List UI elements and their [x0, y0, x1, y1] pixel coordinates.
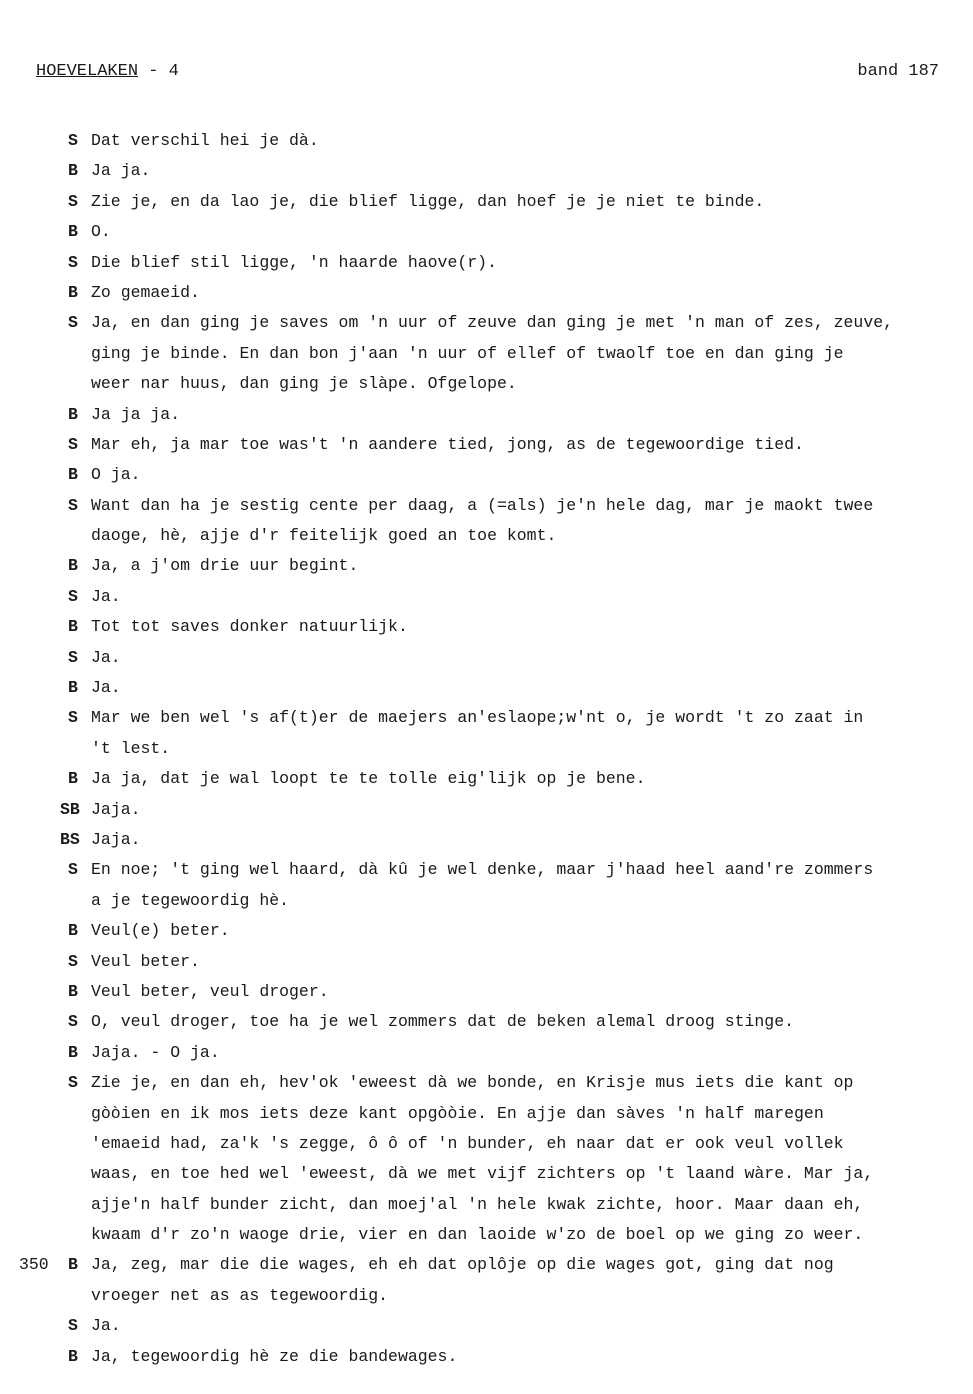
- speaker-label: B: [68, 404, 78, 424]
- line-text: a je tegewoordig hè.: [91, 890, 290, 910]
- transcript-line: [0, 551, 973, 581]
- line-text: Jaja.: [91, 829, 141, 849]
- transcript-line: [0, 1099, 973, 1129]
- transcript-line: [0, 491, 973, 521]
- transcript-line: [0, 764, 973, 794]
- line-text: kwaam d'r zo'n waoge drie, vier en dan laoide w'zo de boel op we ging zo weer.: [91, 1225, 864, 1245]
- line-text: Want dan ha je sestig cente per daag, a (=als) je'n hele dag, mar je maokt twee: [91, 495, 874, 515]
- speaker-label: B: [68, 617, 78, 637]
- transcript-line: [0, 1129, 973, 1159]
- transcript-line: [0, 126, 973, 156]
- transcript-body: [0, 126, 973, 1372]
- speaker-label: B: [68, 678, 78, 698]
- speaker-label: B: [68, 981, 78, 1001]
- transcript-line: [0, 855, 973, 885]
- transcript-line: [0, 703, 973, 733]
- transcript-line: [0, 582, 973, 612]
- transcript-line: [0, 1038, 973, 1068]
- speaker-label: S: [68, 647, 78, 667]
- speaker-label: B: [68, 282, 78, 302]
- line-text: En noe; 't ging wel haard, dà kû je wel denke, maar j'haad heel aand're zommers: [91, 860, 874, 880]
- transcript-line: [0, 308, 973, 338]
- transcript-line: [0, 1281, 973, 1311]
- transcript-line: [0, 1220, 973, 1250]
- line-text: Veul beter, veul droger.: [91, 981, 329, 1001]
- line-text: Ja ja, dat je wal loopt te te tolle eig'lijk op je bene.: [91, 769, 646, 789]
- speaker-label: B: [68, 556, 78, 576]
- line-text: Zie je, en dan eh, hev'ok 'eweest dà we bonde, en Krisje mus iets die kant op: [91, 1073, 854, 1093]
- transcript-line: [0, 1007, 973, 1037]
- speaker-label: S: [68, 191, 78, 211]
- transcript-line: [0, 400, 973, 430]
- line-text: Ja, en dan ging je saves om 'n uur of zeuve dan ging je met 'n man of zes, zeuve,: [91, 313, 894, 333]
- header-band: band 187: [857, 62, 939, 81]
- transcript-line: [0, 217, 973, 247]
- transcript-line: [0, 643, 973, 673]
- transcript-line: [0, 1250, 973, 1280]
- line-text: O.: [91, 222, 111, 242]
- transcript-line: [0, 612, 973, 642]
- transcript-line: [0, 916, 973, 946]
- speaker-label: S: [68, 708, 78, 728]
- line-text: Veul(e) beter.: [91, 921, 230, 941]
- line-text: Mar we ben wel 's af(t)er de maejers an'eslaope;w'nt o, je wordt 't zo zaat in: [91, 708, 864, 728]
- header-title: [36, 62, 179, 81]
- line-text: Ja.: [91, 678, 121, 698]
- speaker-label: S: [68, 860, 78, 880]
- transcript-line: [0, 673, 973, 703]
- speaker-label: S: [68, 1012, 78, 1032]
- line-text: Zie je, en da lao je, die blief ligge, dan hoef je je niet te binde.: [91, 191, 765, 211]
- speaker-label: S: [68, 1073, 78, 1093]
- speaker-label: S: [68, 586, 78, 606]
- line-text: Veul beter.: [91, 951, 200, 971]
- speaker-label: S: [68, 951, 78, 971]
- speaker-label: B: [68, 222, 78, 242]
- transcript-line: [0, 1342, 973, 1372]
- transcript-line: [0, 1190, 973, 1220]
- line-text: ging je binde. En dan bon j'aan 'n uur of ellef of twaolf toe en dan ging je: [91, 343, 844, 363]
- line-text: ajje'n half bunder zicht, dan moej'al 'n hele kwak zichte, hoor. Maar daan eh,: [91, 1194, 864, 1214]
- line-text: Ja ja ja.: [91, 404, 181, 424]
- transcript-line: [0, 1311, 973, 1341]
- line-text: waas, en toe hed wel 'eweest, dà we met vijf zichters op 't laand wàre. Mar ja,: [91, 1164, 874, 1184]
- transcript-line: [0, 734, 973, 764]
- speaker-label: B: [68, 921, 78, 941]
- speaker-label: B: [68, 465, 78, 485]
- line-text: Ja, zeg, mar die die wages, eh eh dat oplôje op die wages got, ging dat nog: [91, 1255, 834, 1275]
- transcript-line: [0, 278, 973, 308]
- speaker-label: B: [68, 1042, 78, 1062]
- transcript-line: [0, 825, 973, 855]
- line-text: weer nar huus, dan ging je slàpe. Ofgelope.: [91, 374, 517, 394]
- line-text: O ja.: [91, 465, 141, 485]
- transcript-line: [0, 1068, 973, 1098]
- page-header: [36, 62, 939, 81]
- speaker-label: S: [68, 1316, 78, 1336]
- transcript-line: [0, 886, 973, 916]
- line-text: Ja.: [91, 647, 121, 667]
- line-text: Ja, a j'om drie uur begint.: [91, 556, 359, 576]
- transcript-line: [0, 187, 973, 217]
- line-text: Zo gemaeid.: [91, 282, 200, 302]
- line-text: Ja ja.: [91, 161, 151, 181]
- speaker-label: B: [68, 1255, 78, 1275]
- line-text: Tot tot saves donker natuurlijk.: [91, 617, 408, 637]
- line-text: Jaja.: [91, 799, 141, 819]
- speaker-label: S: [68, 434, 78, 454]
- speaker-label: BS: [60, 829, 80, 849]
- speaker-label: S: [68, 313, 78, 333]
- transcript-line: [0, 248, 973, 278]
- transcript-line: [0, 339, 973, 369]
- transcript-line: [0, 369, 973, 399]
- line-text: Ja.: [91, 1316, 121, 1336]
- speaker-label: S: [68, 495, 78, 515]
- line-text: Dat verschil hei je dà.: [91, 131, 319, 150]
- header-title-text: HOEVELAKEN: [36, 62, 139, 81]
- header-page-number: 4: [168, 62, 179, 81]
- transcript-line: [0, 156, 973, 186]
- line-text: Jaja. - O ja.: [91, 1042, 220, 1062]
- transcript-line: [0, 460, 973, 490]
- speaker-label: B: [68, 161, 78, 181]
- transcript-line: [0, 430, 973, 460]
- header-separator: -: [138, 62, 169, 81]
- line-text: O, veul droger, toe ha je wel zommers dat de beken alemal droog stinge.: [91, 1012, 795, 1032]
- line-text: vroeger net as as tegewoordig.: [91, 1285, 389, 1305]
- speaker-label: SB: [60, 799, 80, 819]
- line-text: Mar eh, ja mar toe was't 'n aandere tied, jong, as de tegewoordige tied.: [91, 434, 804, 454]
- line-number: 350: [19, 1255, 49, 1275]
- transcript-line: [0, 1159, 973, 1189]
- line-text: gòòien en ik mos iets deze kant opgòòie. En ajje dan sàves 'n half maregen: [91, 1103, 824, 1123]
- speaker-label: B: [68, 1346, 78, 1366]
- transcript-line: [0, 977, 973, 1007]
- line-text: 'emaeid had, za'k 's zegge, ô ô of 'n bunder, eh naar dat er ook veul vollek: [91, 1133, 844, 1153]
- speaker-label: S: [68, 131, 78, 150]
- line-text: Ja, tegewoordig hè ze die bandewages.: [91, 1346, 458, 1366]
- speaker-label: S: [68, 252, 78, 272]
- speaker-label: B: [68, 769, 78, 789]
- transcript-line: [0, 947, 973, 977]
- transcript-line: [0, 521, 973, 551]
- line-text: daoge, hè, ajje d'r feitelijk goed an toe komt.: [91, 526, 557, 546]
- line-text: Die blief stil ligge, 'n haarde haove(r).: [91, 252, 497, 272]
- line-text: Ja.: [91, 586, 121, 606]
- line-text: 't lest.: [91, 738, 171, 758]
- transcript-line: [0, 795, 973, 825]
